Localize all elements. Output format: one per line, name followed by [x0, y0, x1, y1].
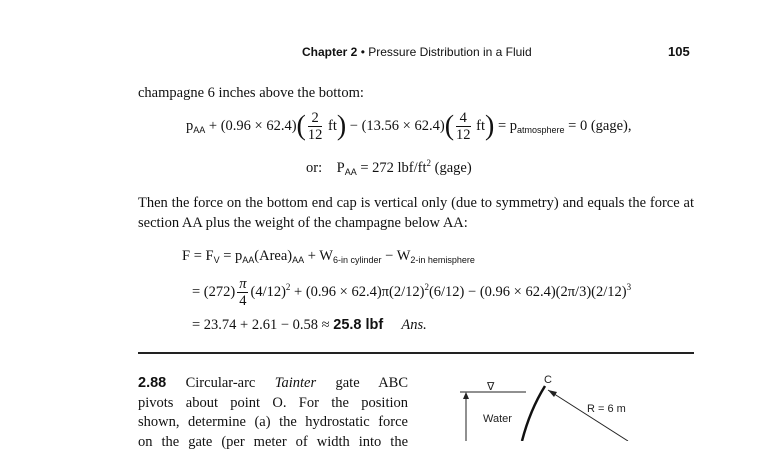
eq1-rhs-sub: atmosphere — [517, 125, 565, 135]
chapter-label: Chapter 2 — [302, 45, 357, 59]
radius-arrow-head — [548, 390, 557, 397]
eq4-t2-sup: 2 — [424, 282, 429, 292]
water-label: Water — [483, 413, 512, 425]
eq1-frac2-num: 4 — [456, 110, 471, 127]
eq3-lhs-sub: V — [214, 255, 220, 265]
gate-arc — [522, 386, 545, 441]
eq1-frac1 — [308, 110, 323, 143]
problem-line-3: shown, determine (a) the hydrostatic force — [138, 413, 408, 433]
eq3-w2-sub: 2-in hemisphere — [410, 255, 475, 265]
section-divider — [138, 352, 694, 354]
eq3-w2: − W — [385, 248, 410, 264]
eq1-part1: + (0.96 × 62.4) — [209, 118, 297, 134]
equation-3 — [182, 248, 475, 265]
eq3-mid-sub: AA — [242, 255, 254, 265]
equation-4 — [192, 274, 631, 311]
eq1-frac2-den: 12 — [456, 127, 471, 143]
eq3-lhs: F = F — [182, 248, 214, 264]
eq4-t1: (4/12) — [250, 284, 285, 300]
eq4-t2: + (0.96 × 62.4)π(2/12) — [294, 284, 424, 300]
radius-line — [548, 390, 628, 441]
chapter-title: Pressure Distribution in a Fluid — [368, 45, 531, 59]
intro-line: champagne 6 inches above the bottom: — [138, 85, 364, 102]
eq1-paren: ) — [485, 111, 494, 142]
problem-text — [138, 374, 408, 452]
eq4-t3-sup: 3 — [627, 282, 632, 292]
eq2-p-sub: AA — [345, 167, 357, 177]
eq3-area: (Area) — [254, 248, 292, 264]
depth-arrow-head — [463, 392, 469, 399]
eq5-ans: Ans. — [401, 317, 426, 333]
problem-line-1 — [138, 374, 408, 394]
eq1-p-sub: AA — [193, 125, 205, 135]
eq1-paren: ( — [297, 111, 306, 142]
running-header — [302, 45, 532, 59]
eq3-w1: + W — [308, 248, 333, 264]
eq3-area-sub: AA — [292, 255, 304, 265]
eq1-frac2 — [456, 110, 471, 143]
equation-2 — [306, 160, 472, 177]
eq4-t1-sup: 2 — [286, 282, 291, 292]
eq1-paren: ) — [337, 111, 346, 142]
eq3-mid: = p — [223, 248, 242, 264]
eq1-p: p — [186, 118, 193, 134]
problem-number: 2.88 — [138, 375, 166, 391]
eq4-frac-num: π — [237, 276, 248, 293]
tainter-gate-diagram — [440, 370, 690, 441]
radius-label: R = 6 m — [587, 403, 626, 415]
point-c-label: C — [544, 374, 552, 386]
problem-line-4: on the gate (per meter of width into the — [138, 433, 408, 452]
eq3-w1-sub: 6-in cylinder — [333, 255, 382, 265]
eq1-rhs: = p — [498, 118, 517, 134]
equation-1 — [186, 108, 632, 145]
eq2-value: = 272 lbf/ft — [360, 160, 426, 176]
page-number: 105 — [668, 44, 690, 59]
problem-line1-rest: Circular-arc — [186, 375, 256, 391]
body-paragraph: Then the force on the bottom end cap is vertical only (due to symmetry) and equals the force at section AA plus the weight of the champagne below AA: — [138, 193, 694, 233]
eq4-frac-den: 4 — [237, 293, 248, 309]
eq1-frac1-den: 12 — [308, 127, 323, 143]
water-surface-symbol: ∇ — [486, 381, 495, 393]
eq2-tail: (gage) — [435, 160, 472, 176]
eq1-part2: − (13.56 × 62.4) — [350, 118, 445, 134]
problem-line1-ital: Tainter — [275, 375, 316, 391]
eq4-frac — [237, 276, 248, 309]
eq2-or: or: — [306, 160, 322, 176]
eq1-unit2: ft — [476, 118, 485, 134]
equation-5 — [192, 317, 427, 334]
eq5-result: 25.8 lbf — [333, 317, 383, 333]
eq4-lead: = (272) — [192, 284, 235, 300]
eq5-lead: = 23.74 + 2.61 − 0.58 ≈ — [192, 317, 330, 333]
header-bullet: • — [361, 45, 365, 59]
eq1-rhs-tail: = 0 (gage), — [568, 118, 631, 134]
eq1-unit1: ft — [328, 118, 337, 134]
eq2-value-sup: 2 — [427, 158, 432, 168]
problem-line1-end: gate ABC — [335, 375, 408, 391]
eq1-paren: ( — [445, 111, 454, 142]
eq1-frac1-num: 2 — [308, 110, 323, 127]
eq4-t3: (6/12) − (0.96 × 62.4)(2π/3)(2/12) — [429, 284, 627, 300]
eq2-p: P — [337, 160, 345, 176]
problem-line-2: pivots about point O. For the position — [138, 394, 408, 414]
